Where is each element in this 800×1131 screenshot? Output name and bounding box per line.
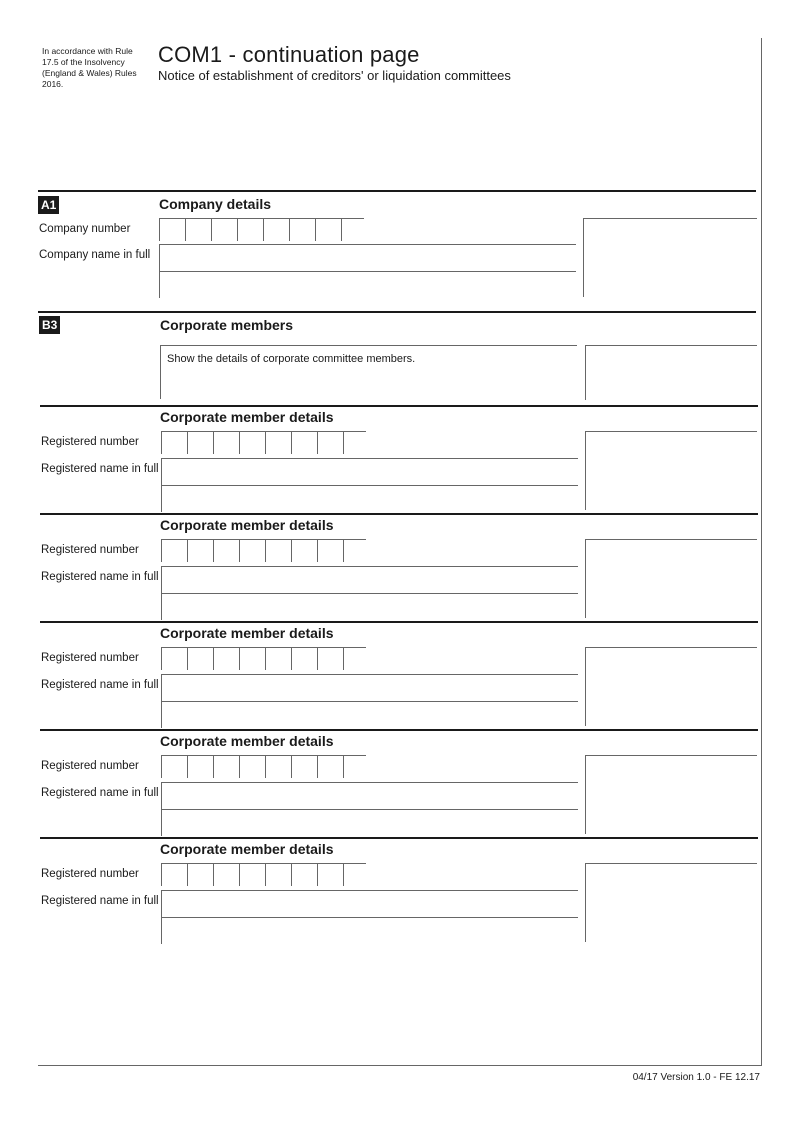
registered-name-field-line1[interactable] [161, 674, 578, 701]
section-divider [38, 190, 756, 192]
registered-name-label: Registered name in full [41, 463, 159, 475]
company-number-label: Company number [39, 223, 131, 235]
company-number-field[interactable] [159, 218, 364, 244]
registered-name-field-line2[interactable] [161, 593, 578, 620]
registered-number-field[interactable] [161, 755, 366, 781]
company-name-field-line2[interactable] [159, 271, 576, 298]
member-block-divider [40, 621, 758, 623]
section-title-company-details: Company details [159, 196, 272, 212]
company-name-field-line1[interactable] [159, 244, 576, 271]
member-block-divider [40, 837, 758, 839]
member-block-title: Corporate member details [160, 409, 334, 425]
notes-panel-member [585, 539, 757, 618]
corporate-members-info-box: Show the details of corporate committee members. [160, 345, 577, 399]
registered-name-field-line1[interactable] [161, 782, 578, 809]
section-divider [38, 311, 756, 313]
member-block-divider [40, 729, 758, 731]
member-block-title: Corporate member details [160, 625, 334, 641]
registered-number-label: Registered number [41, 544, 139, 556]
registered-number-label: Registered number [41, 868, 139, 880]
company-name-label: Company name in full [39, 249, 151, 261]
member-block-title: Corporate member details [160, 841, 334, 857]
section-title-corporate-members: Corporate members [160, 317, 294, 333]
registered-name-label: Registered name in full [41, 787, 159, 799]
registered-number-label: Registered number [41, 760, 139, 772]
form-subtitle: Notice of establishment of creditors' or liquidation committees [158, 68, 511, 83]
member-block-title: Corporate member details [160, 517, 334, 533]
member-block-divider [40, 405, 758, 407]
registered-name-label: Registered name in full [41, 571, 159, 583]
registered-number-label: Registered number [41, 436, 139, 448]
member-block-title: Corporate member details [160, 733, 334, 749]
registered-name-field-line1[interactable] [161, 458, 578, 485]
notes-panel-member [585, 863, 757, 942]
member-block-divider [40, 513, 758, 515]
section-badge-a1: A1 [38, 196, 59, 214]
registered-name-field-line2[interactable] [161, 701, 578, 728]
registered-name-field-line2[interactable] [161, 485, 578, 512]
registered-number-field[interactable] [161, 539, 366, 565]
footer-version: 04/17 Version 1.0 - FE 12.17 [632, 1072, 760, 1083]
registered-number-field[interactable] [161, 431, 366, 457]
form-title: COM1 - continuation page [158, 42, 420, 67]
registered-name-label: Registered name in full [41, 679, 159, 691]
registered-name-field-line1[interactable] [161, 890, 578, 917]
notes-panel-member [585, 431, 757, 510]
registered-name-field-line1[interactable] [161, 566, 578, 593]
registered-number-label: Registered number [41, 652, 139, 664]
registered-number-field[interactable] [161, 647, 366, 673]
registered-number-field[interactable] [161, 863, 366, 889]
notes-panel-member [585, 755, 757, 834]
notes-panel-a1 [583, 218, 757, 297]
registered-name-field-line2[interactable] [161, 809, 578, 836]
legal-note: In accordance with Rule 17.5 of the Insolvency (England & Wales) Rules 2016. [42, 46, 137, 89]
notes-panel-member [585, 647, 757, 726]
registered-name-label: Registered name in full [41, 895, 159, 907]
registered-name-field-line2[interactable] [161, 917, 578, 944]
section-badge-b3: B3 [39, 316, 60, 334]
notes-panel-b3 [585, 345, 757, 400]
